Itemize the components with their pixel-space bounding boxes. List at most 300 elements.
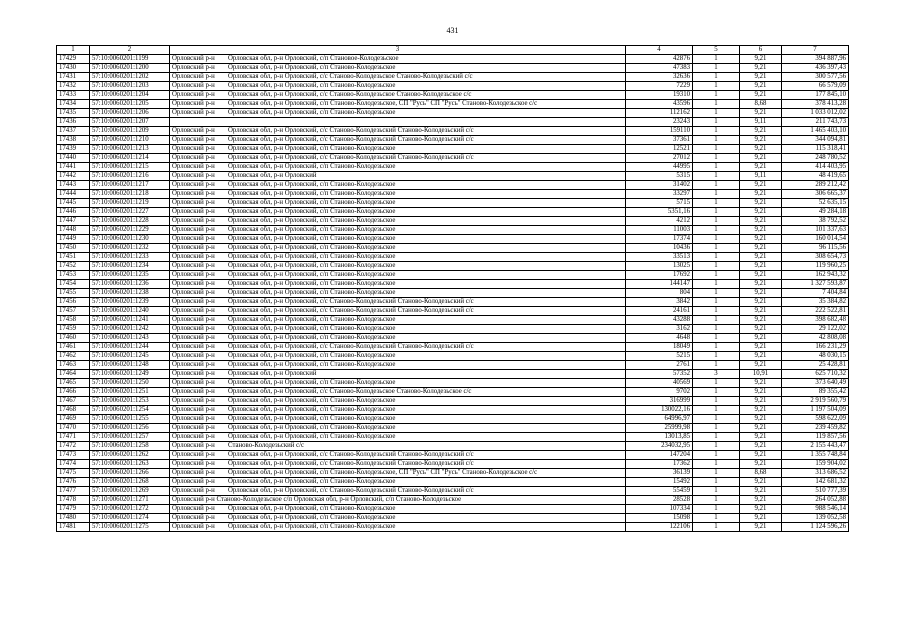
cadastral-number: 57:10:0060201:1262	[90, 451, 170, 460]
area-cell: 804	[626, 289, 693, 298]
area-cell: 130022,16	[626, 406, 693, 415]
district-name: Орловский р-н	[172, 244, 215, 251]
category-cell: 1	[693, 469, 740, 478]
row-number: 17454	[57, 280, 90, 289]
category-cell: 1	[693, 280, 740, 289]
rate-cell: 9,21	[740, 217, 782, 226]
district-name: Орловский р-н	[172, 316, 215, 323]
cadastral-number: 57:10:0060201:1230	[90, 235, 170, 244]
category-cell: 1	[693, 127, 740, 136]
district-name: Орловский р-н	[172, 451, 215, 458]
area-cell: 107334	[626, 505, 693, 514]
rate-cell: 9,21	[740, 442, 782, 451]
row-number: 17470	[57, 424, 90, 433]
address-cell	[170, 442, 626, 451]
district-name: Орловский р-н	[172, 460, 215, 467]
cadastral-value-cell: 49 284,18	[782, 208, 849, 217]
cadastral-number: 57:10:0060201:1238	[90, 289, 170, 298]
location-text: Орловская обл, р-н Орловский	[228, 370, 317, 377]
location-text: Орловская обл, р-н Орловский, с/п Станово-Колодезьское	[228, 253, 396, 260]
category-cell: 1	[693, 235, 740, 244]
address-cell	[170, 469, 626, 478]
cadastral-number: 57:10:0060201:1241	[90, 316, 170, 325]
address-cell	[170, 172, 626, 181]
rate-cell: 9,21	[740, 343, 782, 352]
address-cell	[170, 145, 626, 154]
cadastral-value-cell: 988 546,14	[782, 505, 849, 514]
category-cell: 1	[693, 433, 740, 442]
location-text: Орловская обл, р-н Орловский, с/с Станово-Колодезьский Станово-Колодезьский с/с	[228, 298, 474, 305]
row-number: 17453	[57, 271, 90, 280]
cadastral-value-cell: 42 808,08	[782, 334, 849, 343]
category-cell: 1	[693, 172, 740, 181]
location-text: Орловская обл, р-н Орловский, с/с Станово-Колодезьский Станово-Колодезьский с/с	[228, 460, 474, 467]
table-row	[57, 100, 849, 109]
rate-cell: 9,21	[740, 190, 782, 199]
column-header: 7	[782, 46, 849, 55]
row-number: 17443	[57, 181, 90, 190]
cadastral-value-cell: 414 403,95	[782, 163, 849, 172]
cadastral-number: 57:10:0060201:1213	[90, 145, 170, 154]
category-cell: 1	[693, 64, 740, 73]
area-cell: 55459	[626, 487, 693, 496]
rate-cell: 9,11	[740, 172, 782, 181]
table-row	[57, 514, 849, 523]
table-row	[57, 64, 849, 73]
category-cell: 1	[693, 109, 740, 118]
category-cell: 1	[693, 100, 740, 109]
cadastral-value-cell: 598 622,09	[782, 415, 849, 424]
area-cell: 25999,98	[626, 424, 693, 433]
area-cell: 43596	[626, 100, 693, 109]
cadastral-value-cell: 625 710,32	[782, 370, 849, 379]
address-cell	[170, 406, 626, 415]
category-cell: 1	[693, 154, 740, 163]
district-name: Орловский р-н	[172, 217, 215, 224]
location-text: Орловская обл, р-н Орловский, с/п Станово-Колодезьское	[228, 514, 396, 521]
location-text: Орловская обл, р-н Орловский, с/п Станово-Колодезьское	[228, 82, 396, 89]
cadastral-value-cell: 159 904,02	[782, 460, 849, 469]
table-row	[57, 505, 849, 514]
table-row	[57, 298, 849, 307]
rate-cell: 9,21	[740, 460, 782, 469]
location-text: Орловская обл, р-н Орловский, с/п Станово-Колодезьское	[228, 379, 396, 386]
cadastral-number: 57:10:0060201:1266	[90, 469, 170, 478]
category-cell: 1	[693, 217, 740, 226]
location-text: Орловская обл, р-н Орловский, с/п Станово-Колодезьское	[228, 406, 396, 413]
cadastral-value-cell: 300 577,56	[782, 73, 849, 82]
cadastral-value-cell: 177 845,10	[782, 91, 849, 100]
address-cell	[170, 343, 626, 352]
category-cell: 1	[693, 91, 740, 100]
district-name: Орловский р-н	[172, 226, 215, 233]
district-name: Орловский р-н	[172, 109, 215, 116]
cadastral-number: 57:10:0060201:1217	[90, 181, 170, 190]
cadastral-number: 57:10:0060201:1228	[90, 217, 170, 226]
district-name: Орловский р-н	[172, 307, 215, 314]
location-text: Орловская обл, р-н Орловский, с/с Станово-Колодезьский Станово-Колодезьский с/с	[228, 154, 474, 161]
district-name: Орловский р-н	[172, 271, 215, 278]
rate-cell: 9,21	[740, 388, 782, 397]
cadastral-value-cell: 222 522,81	[782, 307, 849, 316]
row-number: 17466	[57, 388, 90, 397]
cadastral-value-cell: 510 777,39	[782, 487, 849, 496]
location-text: Орловская обл, р-н Орловский, с/п Станово-Колодезьское	[228, 217, 396, 224]
row-number: 17472	[57, 442, 90, 451]
table-row	[57, 109, 849, 118]
address-cell	[170, 379, 626, 388]
area-cell: 3842	[626, 298, 693, 307]
category-cell: 1	[693, 226, 740, 235]
area-cell: 13025	[626, 262, 693, 271]
cadastral-number: 57:10:0060201:1253	[90, 397, 170, 406]
table-row	[57, 82, 849, 91]
cadastral-value-cell: 38 792,52	[782, 217, 849, 226]
category-cell: 1	[693, 118, 740, 127]
category-cell: 1	[693, 352, 740, 361]
location-text: Орловская обл, р-н Орловский, с/п Станово-Колодезьское, СП "Русь" СП "Русь" Станово-Колодезьское с/с	[228, 100, 538, 107]
address-cell	[170, 190, 626, 199]
rate-cell: 9,21	[740, 145, 782, 154]
row-number: 17480	[57, 514, 90, 523]
cadastral-value-cell: 48 030,15	[782, 352, 849, 361]
district-name: Орловский р-н	[172, 145, 215, 152]
location-text: Орловская обл, р-н Орловский, с/п Станово-Колодезьское	[228, 505, 396, 512]
address-cell	[170, 496, 626, 505]
area-cell: 27012	[626, 154, 693, 163]
cadastral-value-cell: 2 919 560,79	[782, 397, 849, 406]
cadastral-number: 57:10:0060201:1258	[90, 442, 170, 451]
row-number: 17469	[57, 415, 90, 424]
table-row	[57, 136, 849, 145]
rate-cell: 9,21	[740, 163, 782, 172]
table-row	[57, 91, 849, 100]
cadastral-number: 57:10:0060201:1200	[90, 64, 170, 73]
address-cell	[170, 244, 626, 253]
category-cell: 1	[693, 415, 740, 424]
area-cell: 7229	[626, 82, 693, 91]
rate-cell: 9,21	[740, 154, 782, 163]
area-cell: 36139	[626, 469, 693, 478]
location-text: Орловская обл, р-н Орловский, с/п Станово-Колодезьское	[228, 361, 396, 368]
address-cell	[170, 118, 626, 127]
area-cell: 12521	[626, 145, 693, 154]
cadastral-value-cell: 35 384,82	[782, 298, 849, 307]
district-name: Орловский р-н	[172, 127, 215, 134]
district-name: Орловский р-н	[172, 73, 215, 80]
category-cell: 1	[693, 397, 740, 406]
address-cell	[170, 424, 626, 433]
district-name: Орловский р-н	[172, 352, 215, 359]
rate-cell: 9,21	[740, 478, 782, 487]
cadastral-value-cell: 96 115,56	[782, 244, 849, 253]
rate-cell: 8,68	[740, 100, 782, 109]
table-row	[57, 451, 849, 460]
table-row	[57, 307, 849, 316]
cadastral-number: 57:10:0060201:1210	[90, 136, 170, 145]
table-row	[57, 379, 849, 388]
area-cell: 147204	[626, 451, 693, 460]
rate-cell: 9,21	[740, 379, 782, 388]
cadastral-number: 57:10:0060201:1234	[90, 262, 170, 271]
row-number: 17467	[57, 397, 90, 406]
table-row	[57, 55, 849, 64]
location-text: Орловская обл, р-н Орловский, с/с Станово-Колодезьский Станово-Колодезьский с/с	[228, 127, 474, 134]
rate-cell: 9,21	[740, 361, 782, 370]
area-cell: 44995	[626, 163, 693, 172]
district-name: Орловский р-н	[172, 199, 215, 206]
row-number: 17438	[57, 136, 90, 145]
area-cell: 316999	[626, 397, 693, 406]
area-cell: 33513	[626, 253, 693, 262]
row-number: 17435	[57, 109, 90, 118]
cadastral-value-cell: 1 124 596,26	[782, 523, 849, 532]
rate-cell: 9,21	[740, 514, 782, 523]
location-text: Орловская обл, р-н Орловский, с/п Станово-Колодезьское	[228, 478, 396, 485]
rate-cell: 9,21	[740, 433, 782, 442]
area-cell: 31402	[626, 181, 693, 190]
rate-cell: 9,21	[740, 271, 782, 280]
location-text: Орловская обл, р-н Орловский, с/п Станово-Колодезьское	[228, 145, 396, 152]
rate-cell: 9,21	[740, 235, 782, 244]
cadastral-number: 57:10:0060201:1275	[90, 523, 170, 532]
cadastral-value-cell: 160 014,54	[782, 235, 849, 244]
category-cell: 1	[693, 316, 740, 325]
table-row	[57, 388, 849, 397]
table-row	[57, 127, 849, 136]
location-text: Орловская обл, р-н Орловский, с/п Станово-Колодезьское	[228, 235, 396, 242]
area-cell: 47383	[626, 64, 693, 73]
table-row	[57, 226, 849, 235]
address-cell	[170, 73, 626, 82]
cadastral-value-cell: 239 459,82	[782, 424, 849, 433]
cadastral-number: 57:10:0060201:1205	[90, 100, 170, 109]
district-name: Орловский р-н	[172, 469, 215, 476]
row-number: 17448	[57, 226, 90, 235]
area-cell: 144147	[626, 280, 693, 289]
row-number: 17475	[57, 469, 90, 478]
district-name: Орловский р-н	[172, 433, 215, 440]
table-row	[57, 352, 849, 361]
row-number: 17433	[57, 91, 90, 100]
location-text: Орловская обл, р-н Орловский, с/с Станово-Колодезьский Станово-Колодезьский с/с	[228, 451, 474, 458]
rate-cell: 9,21	[740, 487, 782, 496]
district-name: Орловский р-н	[172, 487, 215, 494]
table-row	[57, 478, 849, 487]
cadastral-number: 57:10:0060201:1227	[90, 208, 170, 217]
rate-cell: 9,21	[740, 496, 782, 505]
rate-cell: 9,21	[740, 451, 782, 460]
district-name: Орловский р-н	[172, 163, 215, 170]
column-header: 5	[693, 46, 740, 55]
category-cell: 1	[693, 451, 740, 460]
district-name: Орловский р-н	[172, 136, 215, 143]
cadastral-number: 57:10:0060201:1235	[90, 271, 170, 280]
location-text: Орловская обл, р-н Орловский, с/п Станово-Колодезьское	[228, 289, 396, 296]
category-cell: 1	[693, 307, 740, 316]
rate-cell: 9,21	[740, 82, 782, 91]
category-cell: 1	[693, 379, 740, 388]
cadastral-number: 57:10:0060201:1215	[90, 163, 170, 172]
location-text: Орловская обл, р-н Орловский, с/п Станово-Колодезьское	[228, 64, 396, 71]
area-cell: 19310	[626, 91, 693, 100]
cadastral-value-cell: 436 397,43	[782, 64, 849, 73]
cadastral-number: 57:10:0060201:1263	[90, 460, 170, 469]
category-cell: 1	[693, 289, 740, 298]
area-cell: 5715	[626, 199, 693, 208]
table-row	[57, 289, 849, 298]
district-name: Орловский р-н	[172, 100, 215, 107]
rate-cell: 9,21	[740, 325, 782, 334]
address-cell	[170, 505, 626, 514]
cadastral-value-cell: 1 355 748,84	[782, 451, 849, 460]
row-number: 17439	[57, 145, 90, 154]
table-row	[57, 208, 849, 217]
row-number: 17446	[57, 208, 90, 217]
rate-cell: 10,91	[740, 370, 782, 379]
location-text: Орловская обл, р-н Орловский, с/с Станово-Колодезьский Станово-Колодезьский с/с	[228, 136, 474, 143]
category-cell: 1	[693, 334, 740, 343]
cadastral-value-cell: 398 682,48	[782, 316, 849, 325]
rate-cell: 9,21	[740, 181, 782, 190]
address-cell	[170, 226, 626, 235]
table-row	[57, 433, 849, 442]
table-row	[57, 271, 849, 280]
rate-cell: 9,21	[740, 523, 782, 532]
address-cell	[170, 388, 626, 397]
category-cell: 1	[693, 262, 740, 271]
row-number: 17459	[57, 325, 90, 334]
district-name: Орловский р-н	[172, 505, 215, 512]
rate-cell: 9,21	[740, 397, 782, 406]
cadastral-value-cell: 7 404,84	[782, 289, 849, 298]
area-cell: 17374	[626, 235, 693, 244]
cadastral-number: 57:10:0060201:1209	[90, 127, 170, 136]
rate-cell: 9,21	[740, 226, 782, 235]
table-row	[57, 442, 849, 451]
cadastral-value-table	[56, 45, 849, 532]
category-cell: 1	[693, 181, 740, 190]
address-cell	[170, 82, 626, 91]
rate-cell: 9,21	[740, 127, 782, 136]
address-cell	[170, 433, 626, 442]
location-text: Орловская обл, р-н Орловский, с/п Станово-Колодезьское	[228, 190, 396, 197]
cadastral-number: 57:10:0060201:1254	[90, 406, 170, 415]
row-number: 17458	[57, 316, 90, 325]
row-number: 17434	[57, 100, 90, 109]
cadastral-number: 57:10:0060201:1248	[90, 361, 170, 370]
district-name: Орловский р-н	[172, 235, 215, 242]
cadastral-number: 57:10:0060201:1232	[90, 244, 170, 253]
location-text: Орловская обл, р-н Орловский, с/п Станово-Колодезьское	[228, 523, 396, 530]
rate-cell: 9,21	[740, 262, 782, 271]
rate-cell: 9,11	[740, 118, 782, 127]
table-row	[57, 496, 849, 505]
table-row	[57, 172, 849, 181]
address-cell	[170, 397, 626, 406]
district-name: Орловский р-н	[172, 289, 215, 296]
rate-cell: 8,68	[740, 469, 782, 478]
cadastral-value-cell: 1 327 593,87	[782, 280, 849, 289]
district-name: Орловский р-н	[172, 82, 215, 89]
page-number: 431	[446, 26, 459, 35]
table-header-row	[57, 46, 849, 55]
cadastral-number: 57:10:0060201:1239	[90, 298, 170, 307]
address-cell	[170, 298, 626, 307]
area-cell: 32636	[626, 73, 693, 82]
table-row	[57, 424, 849, 433]
area-cell: 122106	[626, 523, 693, 532]
cadastral-number: 57:10:0060201:1256	[90, 424, 170, 433]
row-number: 17441	[57, 163, 90, 172]
district-name: Орловский р-н	[172, 64, 215, 71]
area-cell: 40569	[626, 379, 693, 388]
district-name: Орловский р-н	[172, 262, 215, 269]
area-cell: 18049	[626, 343, 693, 352]
area-cell: 42876	[626, 55, 693, 64]
category-cell: 1	[693, 325, 740, 334]
row-number: 17463	[57, 361, 90, 370]
district-name: Орловский р-н	[172, 190, 215, 197]
address-cell	[170, 109, 626, 118]
table-body	[57, 55, 849, 532]
district-name: Орловский р-н	[172, 91, 215, 98]
cadastral-number: 57:10:0060201:1269	[90, 487, 170, 496]
area-cell: 28528	[626, 496, 693, 505]
cadastral-number: 57:10:0060201:1251	[90, 388, 170, 397]
address-cell	[170, 127, 626, 136]
area-cell: 11003	[626, 226, 693, 235]
category-cell: 1	[693, 145, 740, 154]
row-number: 17478	[57, 496, 90, 505]
address-cell	[170, 136, 626, 145]
table-row	[57, 523, 849, 532]
cadastral-value-cell: 378 413,28	[782, 100, 849, 109]
cadastral-value-cell: 89 355,42	[782, 388, 849, 397]
column-header: 1	[57, 46, 90, 55]
column-header: 2	[90, 46, 170, 55]
row-number: 17479	[57, 505, 90, 514]
cadastral-value-cell: 264 052,88	[782, 496, 849, 505]
area-cell: 13013,85	[626, 433, 693, 442]
table-row	[57, 235, 849, 244]
cadastral-value-cell: 308 654,73	[782, 253, 849, 262]
table-row	[57, 190, 849, 199]
area-cell: 43288	[626, 316, 693, 325]
area-cell: 112162	[626, 109, 693, 118]
district-name: Орловский р-н	[172, 181, 215, 188]
category-cell: 1	[693, 505, 740, 514]
category-cell: 1	[693, 271, 740, 280]
location-text: Орловская обл, р-н Орловский, с/с Станово-Колодезьское Станово-Колодезьское с/с	[228, 91, 472, 98]
row-number: 17452	[57, 262, 90, 271]
address-cell	[170, 253, 626, 262]
row-number: 17432	[57, 82, 90, 91]
cadastral-number: 57:10:0060201:1268	[90, 478, 170, 487]
category-cell: 1	[693, 190, 740, 199]
area-cell: 15098	[626, 514, 693, 523]
location-text: Орловская обл, р-н Орловский, с/п Станово-Колодезьское	[228, 262, 396, 269]
cadastral-value-cell: 162 943,32	[782, 271, 849, 280]
row-number: 17465	[57, 379, 90, 388]
row-number: 17429	[57, 55, 90, 64]
district-name: Орловский р-н	[172, 442, 215, 449]
cadastral-number: 57:10:0060201:1199	[90, 55, 170, 64]
category-cell: 1	[693, 388, 740, 397]
row-number: 17481	[57, 523, 90, 532]
rate-cell: 9,21	[740, 244, 782, 253]
location-text: Орловская обл, р-н Орловский, с/п Станово-Колодезьское	[228, 226, 396, 233]
